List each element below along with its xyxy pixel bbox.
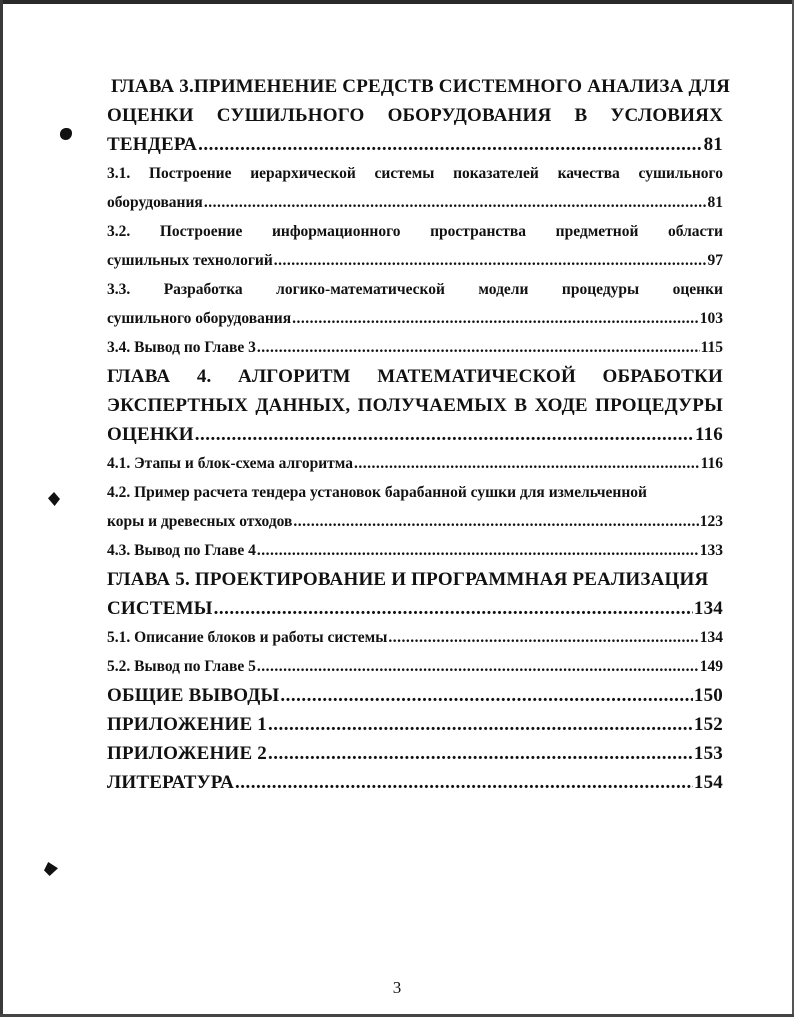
leader-dots [293, 507, 698, 536]
toc-word: системы [374, 165, 435, 182]
toc-appendix-1[interactable] [107, 710, 723, 739]
toc-word: области [667, 223, 723, 240]
toc-section-3-3-line1 [107, 275, 723, 304]
toc-entry-label: 5.2. Вывод по Главе 5 [107, 658, 256, 675]
toc-word: пространства [430, 223, 527, 240]
toc-entry-label: ОБЩИЕ ВЫВОДЫ [107, 685, 280, 706]
toc-word: модели [478, 281, 529, 298]
toc-entry-label: ПРИЛОЖЕНИЕ 2 [107, 743, 267, 764]
toc-section-3-1-line1 [107, 159, 723, 188]
toc-chapter4-line1 [107, 362, 723, 391]
toc-section-5-1[interactable] [107, 623, 723, 652]
toc-word: МАТЕМАТИЧЕСКОЙ [377, 366, 576, 387]
toc-page-number: 81 [707, 194, 723, 211]
toc-word: 3.3. [107, 281, 131, 298]
toc-page-number: 123 [699, 513, 723, 530]
toc-section-3-4[interactable] [107, 333, 723, 362]
leader-dots [257, 652, 699, 681]
toc-chapter4-line3[interactable] [107, 420, 723, 449]
toc-word: ГЛАВА 3. [111, 76, 194, 97]
toc-entry-label: сушильного оборудования [107, 310, 292, 327]
toc-word: 4. [196, 366, 212, 387]
toc-section-3-2-line2[interactable] [107, 246, 723, 275]
toc-word: УСЛОВИЯХ [610, 105, 723, 126]
leader-dots [268, 739, 693, 768]
toc-section-4-1[interactable] [107, 449, 723, 478]
toc-page-number: 150 [693, 685, 723, 706]
toc-chapter3-line1 [107, 72, 731, 101]
toc-word: СУШИЛЬНОГО [216, 105, 365, 126]
leader-dots [388, 623, 698, 652]
toc-word: логико-математической [276, 281, 445, 298]
toc-word: ГЛАВА [107, 366, 171, 387]
toc-chapter3-line2 [107, 101, 723, 130]
leader-dots [268, 710, 693, 739]
toc-page-number: 116 [700, 455, 723, 472]
toc-page-number: 81 [703, 134, 723, 155]
toc-word: предметной [555, 223, 639, 240]
toc-chapter3-line3[interactable] [107, 130, 723, 159]
toc-entry-label: 5.1. Описание блоков и работы системы [107, 629, 388, 646]
toc-section-3-3-line2[interactable] [107, 304, 723, 333]
toc-page-number: 115 [700, 339, 723, 356]
toc-word: оценки [672, 281, 723, 298]
leader-dots [214, 594, 693, 623]
toc-page-number: 134 [699, 629, 723, 646]
toc-word: процедуры [561, 281, 640, 298]
leader-dots [274, 246, 707, 275]
toc-word: ОЦЕНКИ [107, 105, 194, 126]
toc-page-number: 154 [693, 772, 723, 793]
table-of-contents [107, 72, 731, 797]
toc-entry-label: СИСТЕМЫ [107, 598, 213, 619]
toc-page-number: 153 [693, 743, 723, 764]
toc-word: В [514, 395, 528, 416]
toc-entry-label: 4.1. Этапы и блок-схема алгоритма [107, 455, 353, 472]
toc-page-number: 149 [699, 658, 723, 675]
toc-word: ПОЛУЧАЕМЫХ [357, 395, 508, 416]
toc-chapter5-line1: ГЛАВА 5. ПРОЕКТИРОВАНИЕ И ПРОГРАММНАЯ РЕАЛИЗАЦИЯ [107, 569, 709, 590]
toc-word: информационного [271, 223, 401, 240]
leader-dots [292, 304, 699, 333]
leader-dots [354, 449, 700, 478]
toc-word: АЛГОРИТМ [238, 366, 351, 387]
toc-word: ХОДЕ [534, 395, 588, 416]
leader-dots [257, 333, 700, 362]
toc-page-number: 133 [699, 542, 723, 559]
toc-word: ОБРАБОТКИ [602, 366, 723, 387]
toc-literature[interactable] [107, 768, 723, 797]
toc-word: качества [557, 165, 620, 182]
toc-word: В [574, 105, 588, 126]
toc-word: Построение [159, 223, 243, 240]
toc-entry-label: сушильных технологий [107, 252, 273, 269]
toc-word: Построение [148, 165, 232, 182]
toc-word: сушильного [638, 165, 723, 182]
toc-entry-label: 3.4. Вывод по Главе 3 [107, 339, 256, 356]
page-number: 3 [392, 978, 402, 997]
scan-edge-left [0, 0, 3, 1017]
toc-chapter5-line2[interactable] [107, 594, 723, 623]
toc-entry-label: коры и древесных отходов [107, 513, 293, 530]
toc-entry-label: 4.3. Вывод по Главе 4 [107, 542, 256, 559]
leader-dots [198, 130, 702, 159]
toc-entry-label: ПРИЛОЖЕНИЕ 1 [107, 714, 267, 735]
toc-word: ЭКСПЕРТНЫХ [107, 395, 249, 416]
leader-dots [195, 420, 694, 449]
toc-section-3-2-line1 [107, 217, 723, 246]
toc-section-3-1-line2[interactable] [107, 188, 723, 217]
leader-dots [204, 188, 707, 217]
toc-word: 3.2. [107, 223, 131, 240]
hole-punch-mark [60, 128, 72, 140]
toc-section-4-3[interactable] [107, 536, 723, 565]
toc-section-4-2-line1: 4.2. Пример расчета тендера установок барабанной сушки для измельченной [107, 484, 647, 501]
toc-word: Разработка [163, 281, 243, 298]
toc-chapter4-line2 [107, 391, 723, 420]
toc-section-4-2-line2[interactable] [107, 507, 723, 536]
hole-punch-mark [48, 492, 60, 506]
toc-entry-label: ТЕНДЕРА [107, 134, 198, 155]
toc-word: ПРОЦЕДУРЫ [595, 395, 723, 416]
toc-entry-label: ЛИТЕРАТУРА [107, 772, 235, 793]
leader-dots [280, 681, 693, 710]
toc-conclusions[interactable] [107, 681, 723, 710]
hole-punch-mark [44, 862, 58, 876]
toc-page-number: 152 [693, 714, 723, 735]
toc-page-number: 103 [699, 310, 723, 327]
toc-word: ДАННЫХ, [255, 395, 351, 416]
toc-page-number: 134 [693, 598, 723, 619]
toc-entry-label: ОЦЕНКИ [107, 424, 194, 445]
toc-entry-label: оборудования [107, 194, 203, 211]
toc-page-number: 97 [707, 252, 723, 269]
toc-section-5-2[interactable] [107, 652, 723, 681]
leader-dots [257, 536, 699, 565]
toc-page-number: 116 [694, 424, 723, 445]
leader-dots [235, 768, 693, 797]
toc-word: 3.1. [107, 165, 131, 182]
toc-appendix-2[interactable] [107, 739, 723, 768]
toc-word: показателей [453, 165, 539, 182]
toc-word: иерархической [250, 165, 356, 182]
toc-word: ОБОРУДОВАНИЯ [387, 105, 552, 126]
scan-edge-top [0, 0, 794, 4]
toc-word: ПРИМЕНЕНИЕ СРЕДСТВ СИСТЕМНОГО АНАЛИЗА ДЛЯ [193, 76, 731, 97]
